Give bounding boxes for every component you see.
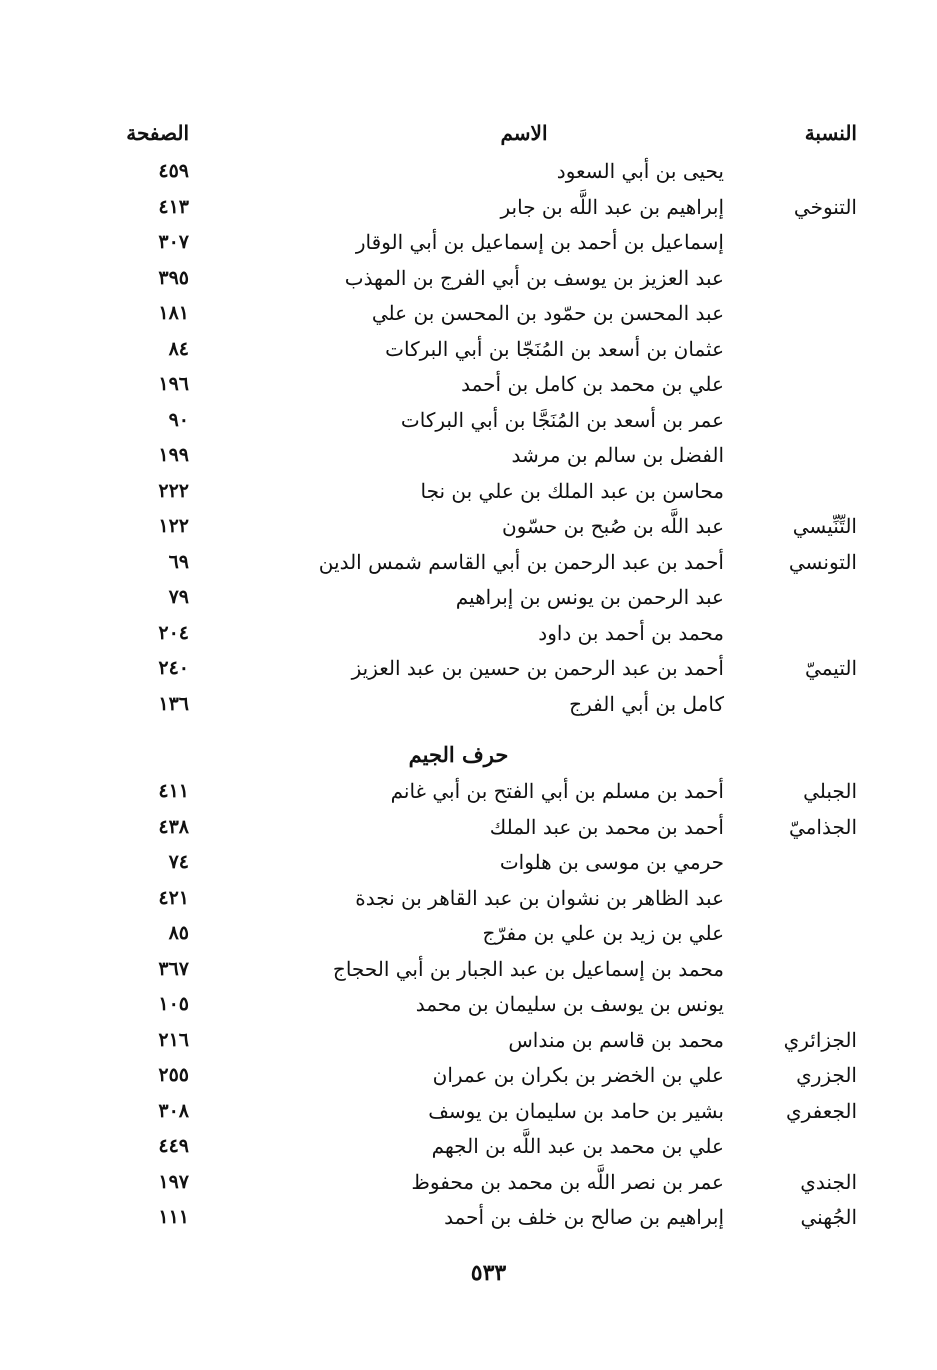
name-cell: محمد بن إسماعيل بن عبد الجبار بن أبي الحجاج bbox=[332, 956, 724, 981]
name-cell: أحمد بن محمد بن عبد الملك bbox=[489, 814, 724, 839]
name-cell: كامل بن أبي الفرج bbox=[569, 691, 724, 716]
page-cell: ٤١٣ bbox=[158, 195, 189, 218]
page-cell: ٩٠ bbox=[168, 408, 189, 431]
page-cell: ٢٠٤ bbox=[158, 621, 189, 644]
index-row bbox=[0, 509, 937, 543]
page-cell: ٤٢١ bbox=[158, 886, 189, 909]
index-row bbox=[0, 774, 937, 808]
index-row bbox=[0, 261, 937, 295]
page-cell: ١٢٢ bbox=[158, 515, 189, 537]
nisba-cell: الجُهني bbox=[800, 1205, 857, 1229]
page-cell: ١٠٥ bbox=[158, 993, 189, 1015]
page-cell: ٧٤ bbox=[168, 851, 189, 873]
name-cell: محمد بن قاسم بن منداس bbox=[508, 1027, 724, 1052]
name-cell: علي بن زيد بن علي بن مفرّج bbox=[482, 921, 724, 945]
name-cell: أحمد بن عبد الرحمن بن أبي القاسم شمس الدين bbox=[318, 549, 724, 574]
index-row bbox=[0, 916, 937, 950]
page-number bbox=[0, 1260, 937, 1286]
name-cell: أحمد بن عبد الرحمن بن حسين بن عبد العزيز bbox=[351, 656, 724, 680]
name-cell: حرمي بن موسى بن هلوات bbox=[499, 850, 724, 874]
index-row bbox=[0, 1129, 937, 1163]
nisba-cell: الجزري bbox=[796, 1063, 857, 1087]
name-cell: عبد اللَّه بن صُبح بن حسّون bbox=[502, 514, 724, 538]
page-cell: ٢٥٥ bbox=[158, 1064, 189, 1086]
name-cell: عبد المحسن بن حمّود بن المحسن بن علي bbox=[371, 301, 724, 325]
name-cell: علي بن محمد بن عبد اللَّه بن الجهم bbox=[431, 1134, 724, 1158]
page-cell: ٤٥٩ bbox=[158, 160, 189, 182]
nisba-cell: التيميّ bbox=[805, 656, 857, 680]
index-row bbox=[0, 545, 937, 579]
index-row bbox=[0, 580, 937, 614]
index-row bbox=[0, 332, 937, 366]
page-cell: ٢٤٠ bbox=[158, 657, 189, 679]
index-row bbox=[0, 952, 937, 986]
index-row bbox=[0, 474, 937, 508]
page-cell: ١٨١ bbox=[158, 302, 189, 324]
name-cell: عمر بن أسعد بن المُنَجَّا بن أبي البركات bbox=[400, 407, 724, 432]
page-cell: ١٩٦ bbox=[158, 373, 189, 395]
page-cell: ٣٦٧ bbox=[158, 957, 189, 980]
section-title-text: حرف الجيم bbox=[408, 742, 509, 767]
table-header bbox=[0, 116, 937, 150]
index-row bbox=[0, 987, 937, 1021]
nisba-cell: التونسي bbox=[788, 549, 857, 574]
page-cell: ٣٩٥ bbox=[158, 266, 189, 289]
header-page: الصفحة bbox=[126, 121, 189, 145]
index-row bbox=[0, 1200, 937, 1234]
page-cell: ٢١٦ bbox=[158, 1028, 189, 1051]
name-cell: بشير بن حامد بن سليمان بن يوسف bbox=[428, 1098, 724, 1123]
index-row bbox=[0, 651, 937, 685]
page-cell: ٣٠٧ bbox=[158, 231, 189, 253]
nisba-cell: الجبلي bbox=[803, 779, 857, 803]
index-row bbox=[0, 1165, 937, 1199]
index-row bbox=[0, 438, 937, 472]
nisba-cell: الجزائري bbox=[783, 1027, 857, 1052]
header-nisba: النسبة bbox=[804, 121, 857, 145]
index-row bbox=[0, 810, 937, 844]
nisba-cell: الجعفري bbox=[785, 1098, 857, 1123]
index-row bbox=[0, 154, 937, 188]
index-row bbox=[0, 1058, 937, 1092]
name-cell: محمد بن أحمد بن داود bbox=[538, 620, 724, 645]
index-row bbox=[0, 881, 937, 915]
page-cell: ٨٤ bbox=[168, 337, 189, 360]
name-cell: إسماعيل بن أحمد بن إسماعيل بن أبي الوقار bbox=[355, 230, 724, 254]
name-cell: إبراهيم بن عبد اللَّه بن جابر bbox=[500, 194, 724, 219]
page-cell: ٤١١ bbox=[158, 780, 189, 802]
name-cell: محاسن بن عبد الملك بن علي بن نجا bbox=[420, 478, 724, 503]
name-cell: عبد الظاهر بن نشوان بن عبد القاهر بن نجدة bbox=[355, 885, 724, 910]
header-name: الاسم bbox=[500, 121, 548, 145]
nisba-cell: التِّنِّيسي bbox=[792, 514, 857, 538]
page-cell: ٤٣٨ bbox=[158, 815, 189, 838]
page-cell: ١٩٩ bbox=[158, 444, 189, 466]
index-row bbox=[0, 403, 937, 437]
name-cell: إبراهيم بن صالح بن خلف بن أحمد bbox=[444, 1205, 724, 1229]
page-cell: ٧٩ bbox=[168, 586, 189, 608]
page-number-text: ٥٣٣ bbox=[470, 1260, 507, 1286]
nisba-cell: الجندي bbox=[800, 1169, 857, 1194]
page-cell: ٤٤٩ bbox=[158, 1135, 189, 1157]
index-row bbox=[0, 845, 937, 879]
name-cell: يحيى بن أبي السعود bbox=[556, 159, 724, 183]
name-cell: عثمان بن أسعد بن المُنَجّا بن أبي البركات bbox=[385, 336, 724, 361]
name-cell: علي بن الخضر بن بكران بن عمران bbox=[432, 1063, 724, 1087]
name-cell: الفضل بن سالم بن مرشد bbox=[511, 443, 724, 467]
nisba-cell: الجذاميّ bbox=[789, 814, 857, 839]
index-row bbox=[0, 1094, 937, 1128]
index-row bbox=[0, 1023, 937, 1057]
name-cell: علي بن محمد بن كامل بن أحمد bbox=[461, 372, 724, 396]
page-cell: ٨٥ bbox=[168, 922, 189, 944]
index-row bbox=[0, 225, 937, 259]
page-cell: ١١١ bbox=[158, 1206, 189, 1228]
index-row bbox=[0, 190, 937, 224]
page-cell: ٦٩ bbox=[168, 550, 189, 573]
section-title bbox=[0, 738, 937, 772]
nisba-cell: التنوخي bbox=[793, 194, 857, 219]
page-cell: ٢٢٢ bbox=[158, 479, 189, 502]
name-cell: عبد العزيز بن يوسف بن أبي الفرج بن المهذب bbox=[344, 265, 724, 290]
page-cell: ٣٠٨ bbox=[158, 1099, 189, 1122]
page-cell: ١٩٧ bbox=[158, 1170, 189, 1193]
name-cell: يونس بن يوسف بن سليمان بن محمد bbox=[415, 992, 724, 1016]
index-row bbox=[0, 296, 937, 330]
index-row bbox=[0, 687, 937, 721]
name-cell: عبد الرحمن بن يونس بن إبراهيم bbox=[455, 585, 724, 609]
name-cell: عمر بن نصر اللَّه بن محمد بن محفوظ bbox=[411, 1169, 724, 1194]
index-row bbox=[0, 616, 937, 650]
name-cell: أحمد بن مسلم بن أبي الفتح بن أبي غانم bbox=[390, 779, 724, 803]
page-cell: ١٣٦ bbox=[158, 692, 189, 715]
index-row bbox=[0, 367, 937, 401]
